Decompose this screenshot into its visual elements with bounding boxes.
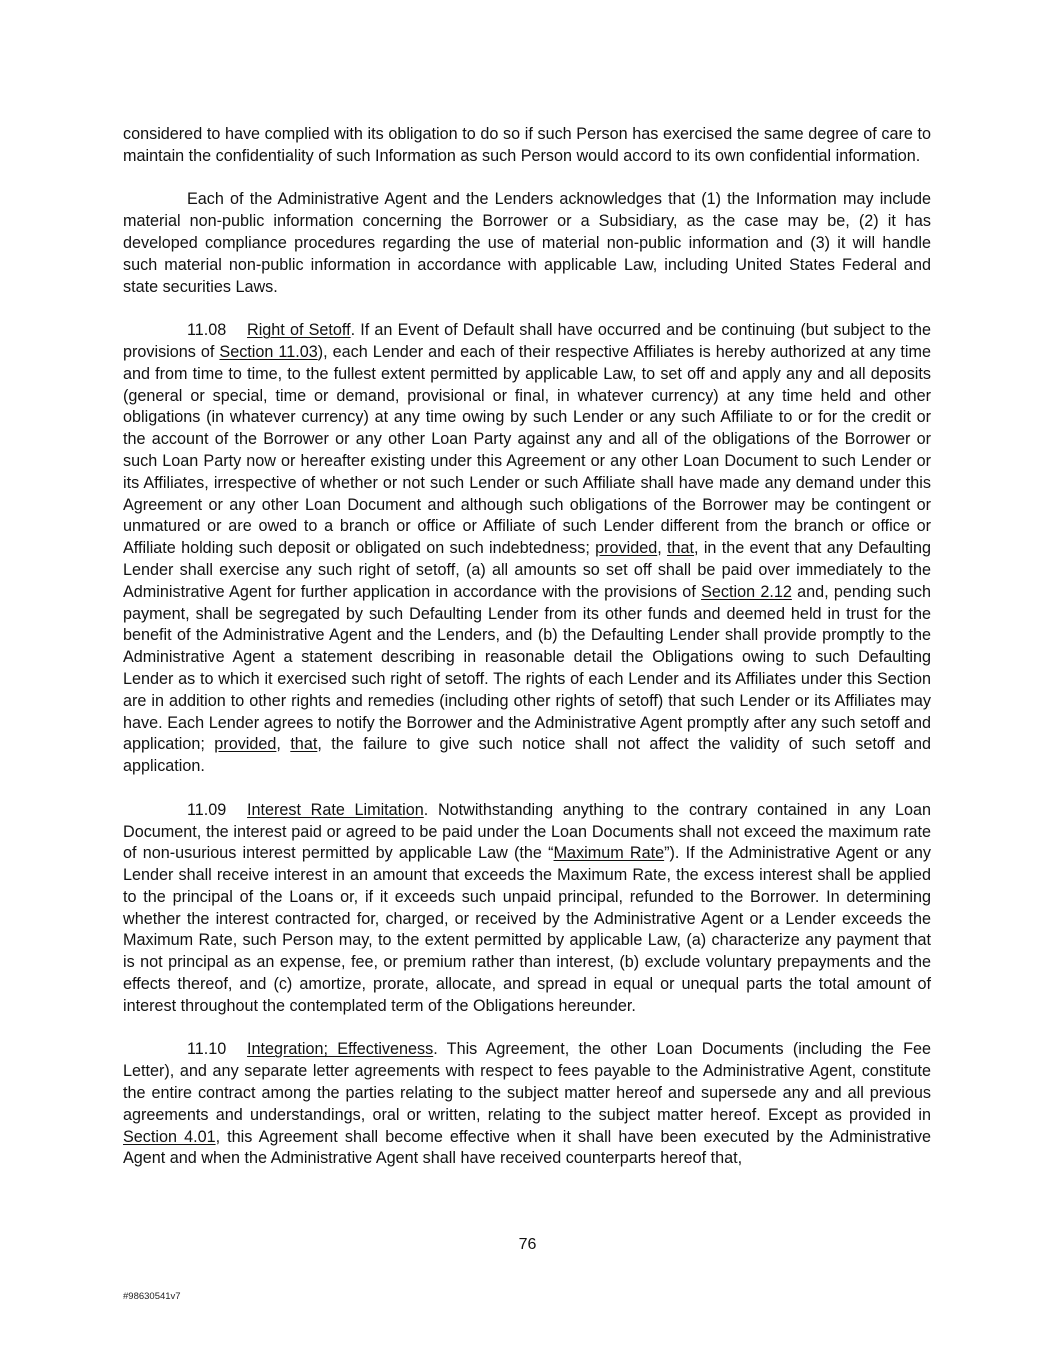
page-number: 76 (518, 1236, 537, 1253)
section-number: 11.09 (187, 800, 227, 819)
paragraph-acknowledgement (123, 189, 931, 298)
section-text: ”). If the Administrative Agent or any Lender shall receive interest in an amount that exceeds the Maximum Rate, the excess interest shall be applied to the principal of the Loans or, if it exceeds such unpaid principal, refunded to the Borrower. In determining whether the interest contracted for, charged, or received by the Administrative Agent or a Lender exceeds the Maximum Rate, such Person may, to the extent permitted by applicable Law, (a) characterize any payment that is not principal as an expense, fee, or premium rather than interest, (b) exclude voluntary prepayments and the effects thereof, and (c) amortize, prorate, allocate, and spread in equal or unequal parts the total amount of interest throughout the contemplated term of the Obligations hereunder. (123, 844, 931, 1015)
section-number: 11.08 (187, 321, 227, 340)
section-text: and, pending such payment, shall be segregated by such Defaulting Lender from its other funds and deemed held in trust for the benefit of the Administrative Agent and the Lenders, and (b) the Defaulting Lender shall provide promptly to the Administrative Agent a statement describing in reasonable detail the Obligations owing to such Defaulting Lender as to which it exercised such right of setoff. The rights of each Lender and its Affiliates under this Section are in addition to other rights and remedies (including other rights of setoff) that such Lender or its Affiliates may have. Each Lender agrees to notify the Borrower and the Administrative Agent promptly after any such setoff and application; (123, 582, 932, 754)
section-text: ), each Lender and each of their respective Affiliates is hereby authorized at any time and from time to time, to the fullest extent permitted by applicable Law, to set off and apply any and all deposits (general or special, time or demand, provisional or final, in whatever currency) at any time held and other obligations (in whatever currency) at any time owing by such Lender or any such Affiliate to or for the credit or the account of the Borrower or any other Loan Party against any and all of the obligations of the Borrower or such Loan Party now or hereafter existing under this Agreement or any other Loan Document to such Lender or its Affiliates, irrespective of whether or not such Lender or such Affiliate shall have made any demand under this Agreement or any other Loan Document and although such obligations of the Borrower may be contingent or unmatured or are owed to a branch or office or Affiliate of such Lender different from the branch or office or Affiliate holding such deposit or obligated on such indebtedness; (123, 342, 932, 558)
section-text: , this Agreement shall become effective when it shall have been executed by the Administrative Agent and when the Administrative Agent shall have received counterparts hereof that, (123, 1127, 931, 1168)
section-number: 11.10 (187, 1040, 227, 1059)
defined-term: Maximum Rate (553, 844, 665, 863)
document-body (123, 124, 931, 1192)
section-text: , in the event that any Defaulting Lender shall exercise any such right of setoff, (a) all amounts so set off shall be paid over immediately to the Administrative Agent for further application in accordance with the provisions of (123, 539, 931, 601)
section-text: , the failure to give such notice shall not affect the validity of such setoff and application. (123, 735, 931, 776)
cross-reference-link[interactable]: Section 2.12 (701, 582, 792, 601)
proviso-term: that (667, 539, 695, 558)
proviso-term: that (290, 735, 318, 754)
proviso-term: provided (214, 735, 277, 754)
section-heading: Interest Rate Limitation (247, 800, 424, 819)
cross-reference-link[interactable]: Section 4.01 (123, 1127, 216, 1146)
separator-text: , (276, 735, 291, 754)
paragraph-text: Each of the Administrative Agent and the Lenders acknowledges that (1) the Information may include material non-public information concerning the Borrower or a Subsidiary, as the case may be, (2) it has developed compliance procedures regarding the use of material non-public information and (3) it will handle such material non-public information in accordance with applicable Law, including United States Federal and state securities Laws. (123, 190, 931, 296)
paragraph-continuation (123, 124, 931, 168)
proviso-term: provided (595, 539, 658, 558)
paragraph-text: considered to have complied with its obligation to do so if such Person has exercised the same degree of care to maintain the confidentiality of such Information as such Person would accord to its own confidential information. (123, 125, 931, 165)
cross-reference-link[interactable]: Section 11.03 (219, 342, 318, 361)
section-heading: Right of Setoff (247, 321, 351, 340)
document-id: #98630541v7 (123, 1291, 181, 1302)
separator-text: , (657, 539, 668, 558)
section-text: . This Agreement, the other Loan Documents (including the Fee Letter), and any separate letter agreements with respect to fees payable to the Administrative Agent, constitute the entire contract among the parties relating to the subject matter hereof and supersede any and all previous agreements and understandings, oral or written, relating to the subject matter hereof. Except as provided in (123, 1040, 931, 1124)
section-text: . If an Event of Default shall have occurred and be continuing (but subject to the provisions of (123, 321, 931, 361)
section-heading: Integration; Effectiveness (247, 1040, 434, 1059)
section-11-08 (123, 320, 931, 778)
section-11-10 (123, 1039, 931, 1170)
section-text: . Notwithstanding anything to the contrary contained in any Loan Document, the interest paid or agreed to be paid under the Loan Documents shall not exceed the maximum rate of non-usurious interest permitted by applicable Law (the “ (123, 800, 931, 863)
section-11-09 (123, 800, 931, 1018)
